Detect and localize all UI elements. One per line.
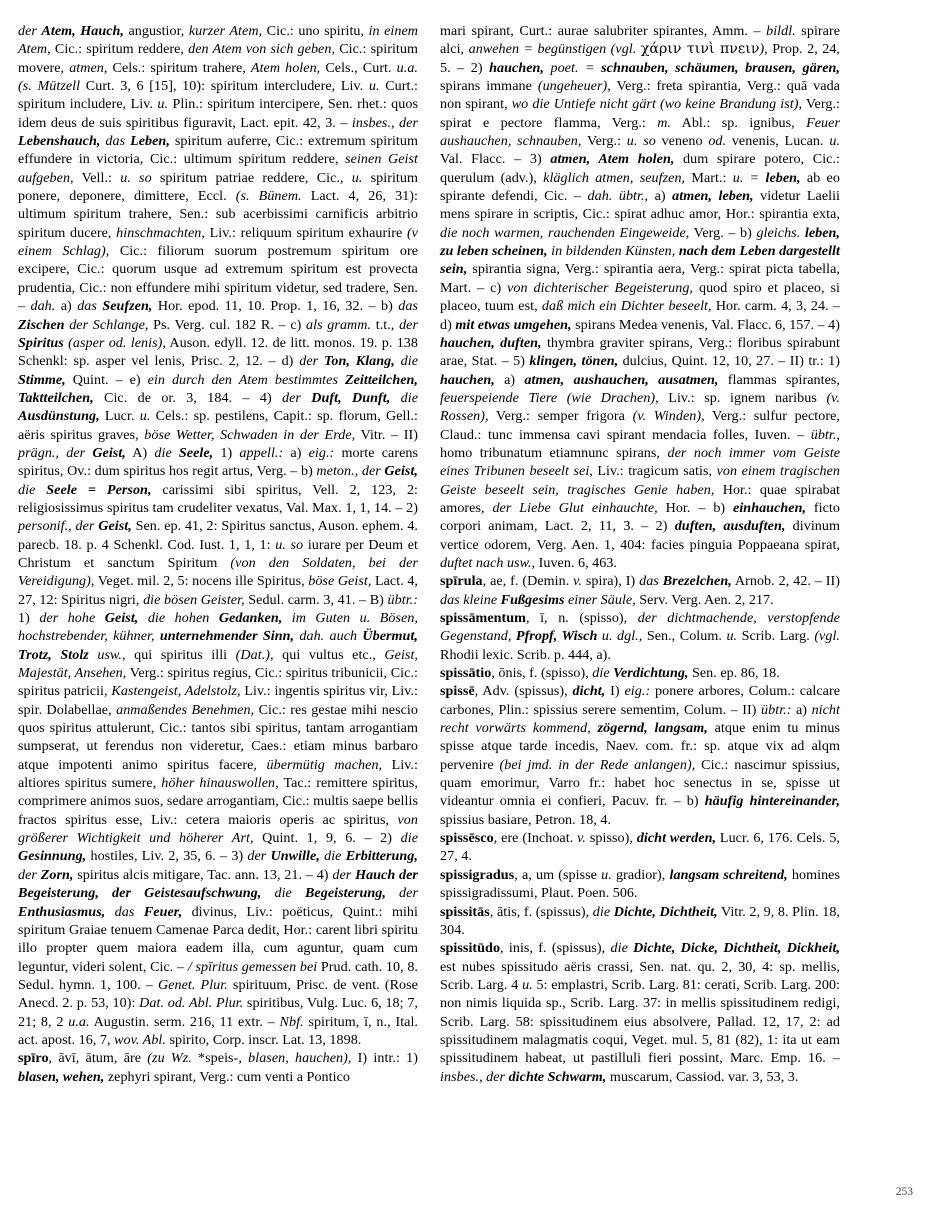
entry-spissesco: spissēsco, ere (Inchoat. v. spisso), dicht werden, Lucr. 6, 176. Cels. 5, 27, 4.	[440, 830, 841, 865]
spiritus-entry-continuation: der Atem, Hauch, angustior, kurzer Atem, Cic.: uno spiritu, in einem Atem, Cic.: spiritum reddere, den Atem von sich geben, Cic.: spiritum movere, atmen, Cels.: spiritum trahere, Atem holen, Cels., Curt. u.a. (s. Mützell Curt. 3, 6 [15], 10): spiritum intercludere, Liv. u. Curt.: spiritum includere, Liv. u. Plin.: spiritum intercipere, Sen. rhet.: quos idem deus de suis spiritibus figuravit, Lact. epit. 42, 3. – insbes., der Lebenshauch, das Leben, spiritum auferre, Cic.: extremum spiritum effundere in victoria, Cic.: ultimum spiritum reddere, seinen Geist aufgeben, Vell.: u. so spiritum patriae reddere, Cic., u. spiritum ponere, deponere, dimittere, Eccl. (s. Bünem. Lact. 4, 26, 31): ultimum spiritum trahere, Sen.: sub acerbissimi carnificis arbitrio spiritum ducere, hinschmachten, Liv.: reliquum spiritum exhaurire (v einem Schlag), Cic.: filiorum suorum postremum spiritum ore excipere, Cic.: quorum usque ad extremum spiritum est provecta prudentia, Cic.: non effundere mihi spiritum videtur, sed tradere, Sen. – dah. a) das Seufzen, Hor. epod. 11, 10. Prop. 1, 16, 32. – b) das Zischen der Schlange, Ps. Verg. cul. 182 R. – c) als gramm. t.t., der Spiritus (asper od. lenis), Auson. edyll. 12. de litt. monos. 19. p. 138 Schenkl: sp. asper vel lenis, Prisc. 2, 12. – d) der Ton, Klang, die Stimme, Quint. – e) ein durch den Atem bestimmtes Zeitteilchen, Taktteilchen, Cic. de or. 3, 184. – 4) der Duft, Dunft, die Ausdünstung, Lucr. u. Cels.: sp. pestilens, Capit.: sp. florum, Gell.: aëris spiritus graves, böse Wetter, Schwaden in der Erde, Vitr. – II) prägn., der Geist, A) die Seele, 1) appell.: a) eig.: morte carens spiritus, Ov.: dum spiritus hos regit artus, Verg. – b) meton., der Geist, die Seele = Person, carissimi sibi spiritus, Vell. 2, 123, 2: religiosissimus spiritus tam crudeliter vexatus, Val. Max. 1, 1, 14. – 2) personif., der Geist, Sen. ep. 41, 2: Spiritus sanctus, Auson. ephem. 4. parecb. 18. p. 4 Schenkl. Cod. Iust. 1, 1, 1: u. so iurare per Deum et Christum et sanctum Spiritum (von den Soldaten, bei der Vereidigung), Veget. mil. 2, 5: nocens ille Spiritus, böse Geist, Lact. 4, 27, 12: Spiritus nigri, die bösen Geister, Sedul. carm. 3, 41. – B) übtr.: 1) der hohe Geist, die hohen Gedanken, im Guten u. Bösen, hochstrebender, kühner, unternehmender Sinn, dah. auch Übermut, Trotz, Stolz usw., qui spiritus illi (Dat.), qui vultus etc., Geist, Majestät, Ansehen, Verg.: spiritus regius, Cic.: spiritus tribunicii, Cic.: spiritus patricii, Kastengeist, Adelstolz, Liv.: ingentis spiritus vir, Liv.: spir. Dolabellae, anmaßendes Benehmen, Cic.: res gestae mihi nescio quos spiritus attulerunt, Cic.: tantos sibi spiritus, tantam arrogantiam sumpserat, ut ferendus non videretur, Caes.: etiam minus barbaro atque impotenti animo spiritus facere, übermütig machen, Liv.: altiores spiritus sumere, höher hinauswollen, Tac.: remittere spiritus, comprimere animos suos, sedare arrogantiam, Cic.: multis saepe bellis fractos spiritus esse, Liv.: cetera maioris operis ac spiritus, von größerer Wichtigkeit und höherer Art, Quint. 1, 9, 6. – 2) die Gesinnung, hostiles, Liv. 2, 35, 6. – 3) der Unwille, die Erbitterung, der Zorn, spiritus alcis mitigare, Tac. ann. 13, 21. – 4) der Hauch der Begeisterung, der Geistesaufschwung, die Begeisterung, der Enthusiasmus, das Feuer, divinus, Liv.: poëticus, Quint.: mihi spiritum Graiae tenuem Camenae Parca dedit, Hor.: carent libri spiritu illo propter quem maiora eadem illa, cum aguntur, quam cum leguntur, videri solent, Cic. – / spīritus gemessen bei Prud. cath. 10, 8. Sedul. hymn. 1, 100. – Genet. Plur. spirituum, Prisc. de vent. (Rose Anecd. 2. p. 53, 10): Dat. od. Abl. Plur. spiritibus, Vulg. Luc. 6, 18; 7, 21; 8, 2 u.a. Augustin. serm. 216, 11 extr. – Nbf. spiritum, ī, n., Ital. act. apost. 16, 7, wov. Abl. spirito, Corp. inscr. Lat. 13, 1898.	[18, 23, 419, 1048]
entry-spissitas: spissitās, ātis, f. (spissus), die Dichte, Dichtheit, Vitr. 2, 9, 8. Plin. 18, 304.	[440, 903, 840, 938]
page-number: 253	[895, 1186, 913, 1198]
spiro-entry-continuation: mari spirant, Curt.: aurae salubriter spirantes, Amm. – bildl. spirare alci, anwehen = begünstigen (vgl. χάριν τινὶ πνειν), Prop. 2, 24, 5. – 2) hauchen, poet. = schnauben, schäumen, brausen, gären, spirans immane (ungeheuer), Verg.: freta spirantia, Verg.: quā vada non spirant, wo die Untiefe nicht gärt (wo keine Brandung ist), Verg.: spirat e pectore flamma, Verg.: m. Abl.: sp. ignibus, Feuer aushauchen, schnauben, Verg.: u. so veneno od. venenis, Lucan. u. Val. Flacc. – 3) atmen, Atem holen, dum spirare potero, Cic.: querulum (adv.), kläglich atmen, seufzen, Mart.: u. = leben, ab eo spirante defendi, Cic. – dah. übtr., a) atmen, leben, videtur Laelii mens spirare in scriptis, Cic.: spirat adhuc amor, Hor.: spirantia exta, die noch warmen, rauchenden Eingeweide, Verg. – b) gleichs. leben, zu leben scheinen, in bildenden Künsten, nach dem Leben dargestellt sein, spirantia signa, Verg.: spirantia aera, Verg.: spirat picta tabella, Mart. – c) von dichterischer Begeisterung, quod spiro et placeo, si placeo, tuum est, daß mich ein Dichter beseelt, Hor. carm. 4, 3, 24. – d) mit etwas umgehen, spirans Medea venenis, Val. Flacc. 6, 157. – 4) hauchen, duften, thymbra graviter spirans, Verg.: floribus spirabunt arae, Stat. – 5) klingen, tönen, dulcius, Quint. 12, 10, 27. – II) tr.: 1) hauchen, a) atmen, aushauchen, ausatmen, flammas spirantes, feuerspeiende Tiere (wie Drachen), Liv.: sp. ignem naribus (v. Rossen), Verg.: semper frigora (v. Winden), Verg.: sulfur pectore, Claud.: tunc immensa cavi spirant mendacia folles, Iuven. – übtr., homo tribunatum etiamnunc spirans, der noch immer vom Geiste eines Tribunen beseelt sei, Liv.: tragicum satis, von einem tragischen Geiste beseelt sein, tragisches Genie haben, Hor.: quae spirabat amores, der Liebe Glut einhauchte, Hor. – b) einhauchen, ficto corpori animam, Lact. 2, 11, 3. – 2) duften, ausduften, divinum vertice odorem, Verg. Aen. 1, 404: facies pinguia Poppaeana spirat, duftet nach usw., Iuven. 6, 463.	[440, 23, 841, 571]
entry-spissigradus: spissigradus, a, um (spisse u. gradior), langsam schreitend, homines spissigradissumi, Plaut. Poen. 506.	[440, 866, 841, 902]
two-column-layout	[18, 22, 917, 1086]
right-column	[440, 22, 840, 1086]
entry-spissatio: spissātio, ōnis, f. (spisso), die Verdichtung, Sen. ep. 86, 18.	[440, 665, 780, 682]
entry-spissamentum: spissāmentum, ī, n. (spisso), der dichtmachende, verstopfende Gegenstand, Pfropf, Wisch u. dgl., Sen., Colum. u. Scrib. Larg. (vgl. Rhodii lexic. Scrib. p. 444, a).	[440, 610, 840, 663]
entry-spissitudo: spissitūdo, inis, f. (spissus), die Dichte, Dicke, Dichtheit, Dickheit, est nubes spissitudo aëris crassi, Sen. nat. qu. 2, 30, 4: sp. mellis, Scrib. Larg. 4 u. 5: emplastri, Scrib. Larg. 81: cerati, Scrib. Larg. 200: non nimis liquida sp., Scrib. Larg. 37: in mellis spissitudinem redigi, Scrib. Larg. 58: spissitudinem eius absolvere, Pallad. 12, 17, 2: ad spissitudinem malagmatis coqui, Veget. mul. 5, 81 (82), 1: ita ut eam spissitudinem habeat, ut pastilluli fieri possint, Marc. Emp. 16. – insbes., der dichte Schwarm, muscarum, Cassiod. var. 3, 53, 3.	[440, 940, 841, 1085]
left-column	[18, 22, 418, 1086]
entry-spisse: spissē, Adv. (spissus), dicht, I) eig.: ponere arbores, Colum.: calcare carbones, Plin.: spissius serere sementim, Colum. – II) übtr.: a) nicht recht vorwärts kommend, zögernd, langsam, atque enim tu minus spisse atque tarde incedis, Naev. com. fr.: sp. atque vix ad alqm pervenire (bei jmd. in der Rede anlangen), Cic.: nascimur spissius, quam emorimur, Varro fr.: habet hoc senectus in se, spisse ut videantur omnia ei confieri, Pacuv. fr. – b) häufig hintereinander, spissius basiare, Petron. 18, 4.	[440, 683, 841, 828]
entry-spiro: spīro, āvī, ātum, āre (zu Wz. *speis-, blasen, hauchen), I) intr.: 1) blasen, wehen, zephyri spirant, Verg.: cum venti a Pontico	[18, 1050, 418, 1085]
entry-spirula: spīrula, ae, f. (Demin. v. spira), I) das Brezelchen, Arnob. 2, 42. – II) das kleine Fußgesims einer Säule, Serv. Verg. Aen. 2, 217.	[440, 573, 840, 608]
